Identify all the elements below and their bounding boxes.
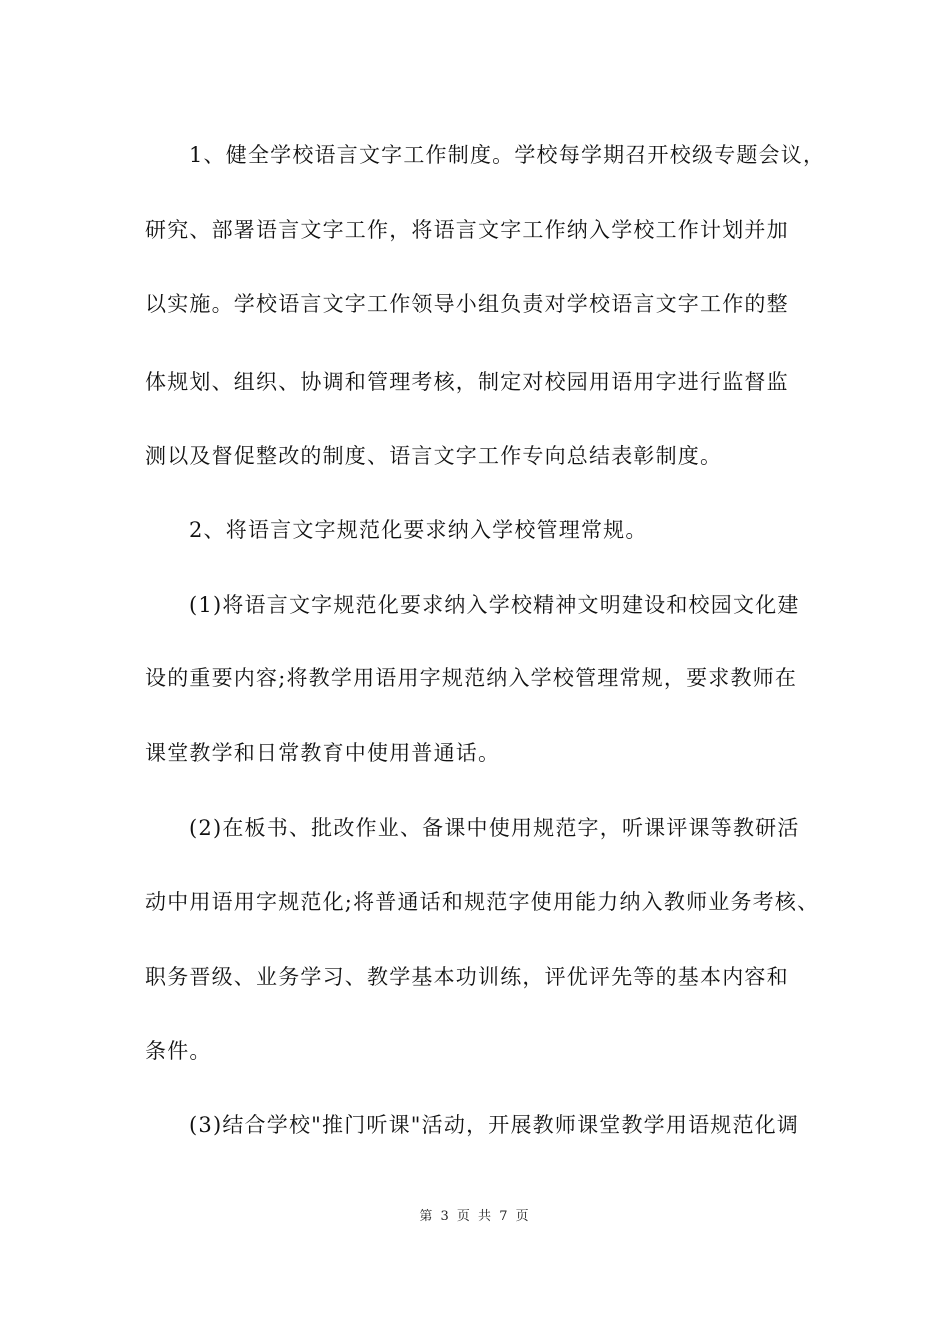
paragraph-1-line-3: 以实施。学校语言文字工作领导小组负责对学校语言文字工作的整	[145, 292, 789, 316]
paragraph-3-line-3: 课堂教学和日常教育中使用普通话。	[145, 741, 501, 765]
paragraph-2-line-1: 2、将语言文字规范化要求纳入学校管理常规。	[189, 518, 648, 542]
paragraph-1-line-2: 研究、部署语言文字工作，将语言文字工作纳入学校工作计划并加	[145, 218, 789, 242]
paragraph-3-line-1: (1)将语言文字规范化要求纳入学校精神文明建设和校园文化建	[189, 593, 800, 617]
paragraph-3-line-2: 设的重要内容;将教学用语用字规范纳入学校管理常规，要求教师在	[145, 666, 798, 690]
page-number-footer: 第 3 页 共 7 页	[419, 1209, 531, 1224]
paragraph-1-line-4: 体规划、组织、协调和管理考核，制定对校园用语用字进行监督监	[145, 370, 789, 394]
paragraph-4-line-3: 职务晋级、业务学习、教学基本功训练，评优评先等的基本内容和	[145, 965, 789, 989]
paragraph-4-line-4: 条件。	[145, 1039, 212, 1063]
paragraph-5-line-1: (3)结合学校"推门听课"活动，开展教师课堂教学用语规范化调	[189, 1113, 800, 1137]
paragraph-4-line-2: 动中用语用字规范化;将普通话和规范字使用能力纳入教师业务考核、	[145, 890, 820, 914]
paragraph-4-line-1: (2)在板书、批改作业、备课中使用规范字，听课评课等教研活	[189, 816, 800, 840]
paragraph-1-line-1: 1、健全学校语言文字工作制度。学校每学期召开校级专题会议，	[189, 143, 826, 167]
paragraph-1-line-5: 测以及督促整改的制度、语言文字工作专向总结表彰制度。	[145, 444, 723, 468]
